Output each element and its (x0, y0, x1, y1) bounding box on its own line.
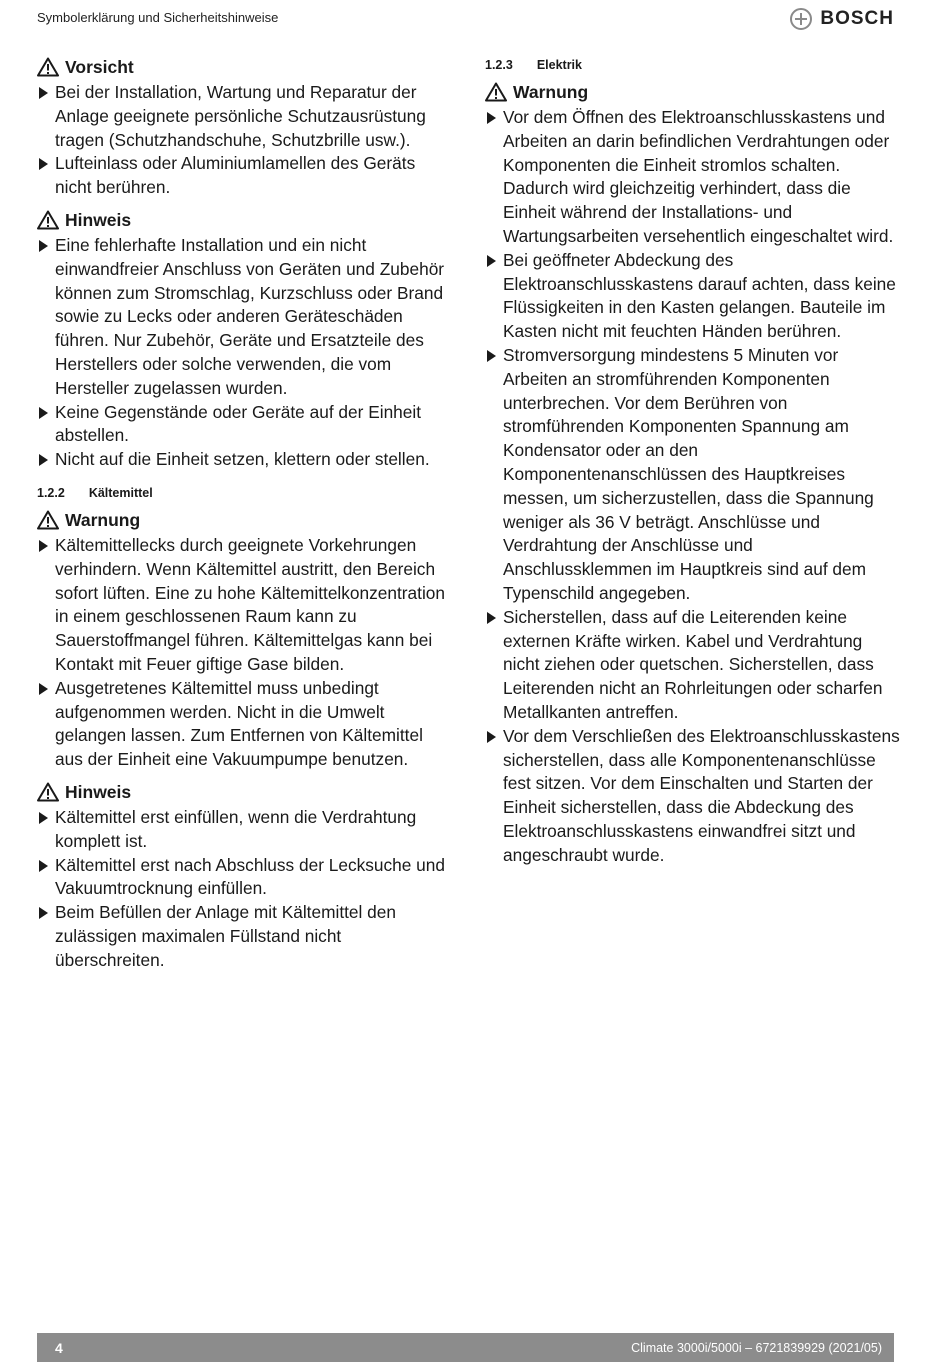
triangle-bullet-icon (39, 812, 48, 824)
list-item-text: Bei geöffneter Abdeckung des Elektroanschlusskastens darauf achten, dass keine Flüssigkeiten in den Kasten gelangen. Bauteile im Kasten nicht mit feuchten Händen berühren. (503, 249, 896, 342)
list-item-text: Beim Befüllen der Anlage mit Kältemittel den zulässigen maximalen Füllstand nicht überschreiten. (55, 902, 397, 970)
list-item-text: Bei der Installation, Wartung und Reparatur der Anlage geeignete persönliche Schutzausrüstung tragen (Schutzhandschuhe, Schutzbrille usw.). (55, 82, 426, 150)
page-header-title: Symbolerklärung und Sicherheitshinweise (37, 10, 279, 25)
list-item-text: Vor dem Verschließen des Elektroanschlusskastens sicherstellen, dass alle Komponentenanschlüsse fest sitzen. Vor dem Einschalten und Starten der Einheit sicherstellen, dass die Abdeckung des Elektroanschlusskastens einwandfrei sitzt und angeschraubt wurde. (503, 725, 900, 865)
left-column (37, 55, 452, 981)
list-item (485, 344, 900, 606)
list-item (37, 854, 452, 902)
note-title-1: Hinweis (65, 209, 132, 230)
section-heading-electrics (485, 58, 900, 72)
warning-triangle-icon (37, 782, 59, 802)
caution-list (37, 81, 452, 200)
list-item-text: Keine Gegenstände oder Geräte auf der Einheit abstellen. (55, 401, 422, 446)
list-item (37, 806, 452, 854)
document-reference: Climate 3000i/5000i – 6721839929 (2021/05) (631, 1340, 882, 1355)
list-item (37, 534, 452, 677)
section-heading-refrigerant (37, 486, 452, 500)
list-item (37, 677, 452, 772)
note-heading-1 (37, 208, 452, 232)
triangle-bullet-icon (39, 683, 48, 695)
triangle-bullet-icon (39, 540, 48, 552)
list-item-text: Ausgetretenes Kältemittel muss unbedingt aufgenommen werden. Nicht in die Umwelt gelangen lassen. Zum Entfernen von Kältemittel aus der Einheit eine Vakuumpumpe benutzen. (55, 677, 423, 770)
triangle-bullet-icon (487, 731, 496, 743)
list-item-text: Kältemittel erst einfüllen, wenn die Verdrahtung komplett ist. (55, 806, 417, 851)
list-item (37, 901, 452, 972)
section-title: Kältemittel (88, 485, 153, 500)
warning-block-electrics (485, 80, 900, 868)
list-item (37, 81, 452, 152)
right-column (485, 58, 900, 876)
caution-heading (37, 55, 452, 79)
brand-logo (790, 8, 894, 30)
section-number: 1.2.2 (37, 485, 65, 500)
warning-list-refrigerant (37, 534, 452, 772)
bosch-armature-icon (790, 8, 812, 30)
triangle-bullet-icon (39, 860, 48, 872)
note-heading-2 (37, 780, 452, 804)
list-item (37, 448, 452, 472)
warning-triangle-icon (37, 57, 59, 77)
triangle-bullet-icon (487, 112, 496, 124)
note-block-1 (37, 208, 452, 472)
triangle-bullet-icon (39, 407, 48, 419)
warning-title-refrigerant: Warnung (65, 509, 141, 530)
warning-triangle-icon (485, 82, 507, 102)
triangle-bullet-icon (487, 255, 496, 267)
triangle-bullet-icon (487, 350, 496, 362)
page-footer (37, 1333, 894, 1362)
list-item (485, 106, 900, 249)
note-block-2 (37, 780, 452, 973)
section-title: Elektrik (536, 58, 582, 72)
triangle-bullet-icon (39, 158, 48, 170)
triangle-bullet-icon (39, 240, 48, 252)
section-number: 1.2.3 (485, 58, 513, 72)
warning-triangle-icon (37, 210, 59, 230)
page-number: 4 (55, 1339, 63, 1356)
list-item-text: Sicherstellen, dass auf die Leiterenden keine externen Kräfte wirken. Kabel und Verdrahtung nicht ziehen oder quetschen. Sicherstellen, dass Leiterenden nicht an Rohrleitungen oder scharfen Metallkanten antreffen. (503, 606, 883, 722)
caution-block (37, 55, 452, 200)
list-item-text: Nicht auf die Einheit setzen, klettern oder stellen. (55, 449, 430, 470)
list-item-text: Vor dem Öffnen des Elektroanschlusskastens und Arbeiten an darin befindlichen Verdrahtungen oder Komponenten die Einheit stromlos schalten. Dadurch wird gleichzeitig verhindert, dass die Einheit während der Installations- und Wartungsarbeiten versehentlich eingeschaltet wird. (503, 107, 894, 246)
list-item (485, 606, 900, 725)
warning-heading-refrigerant (37, 508, 452, 532)
list-item-text: Lufteinlass oder Aluminiumlamellen des Geräts nicht berühren. (55, 153, 416, 198)
note-list-2 (37, 806, 452, 973)
brand-name: BOSCH (820, 8, 894, 29)
list-item (485, 725, 900, 868)
list-item-text: Stromversorgung mindestens 5 Minuten vor Arbeiten an stromführenden Komponenten unterbrechen. Vor dem Berühren von stromführenden Komponenten Spannung am Kondensator oder an den Komponentenanschlüssen des Hauptkreises messen, um sicherzustellen, dass die Spannung weniger als 36 V beträgt. Anschlüsse und Verdrahtung der Anschlüsse und Anschlussklemmen im Hauptkreis sind auf dem Typenschild angegeben. (503, 344, 874, 603)
list-item (37, 152, 452, 200)
warning-heading-electrics (485, 80, 900, 104)
warning-triangle-icon (37, 510, 59, 530)
list-item-text: Kältemittel erst nach Abschluss der Lecksuche und Vakuumtrocknung einfüllen. (55, 854, 446, 899)
triangle-bullet-icon (39, 907, 48, 919)
list-item (37, 401, 452, 449)
list-item (37, 234, 452, 401)
warning-block-refrigerant (37, 508, 452, 772)
warning-list-electrics (485, 106, 900, 868)
triangle-bullet-icon (487, 612, 496, 624)
list-item-text: Eine fehlerhafte Installation und ein nicht einwandfreier Anschluss von Geräten und Zubehör können zum Stromschlag, Kurzschluss oder Brand sowie zu Lecks oder anderen Geräteschäden führen. Nur Zubehör, Geräte und Ersatzteile des Herstellers oder solche verwenden, die vom Hersteller zugelassen wurden. (55, 234, 445, 398)
triangle-bullet-icon (39, 87, 48, 99)
caution-title: Vorsicht (65, 57, 134, 77)
warning-title-electrics: Warnung (513, 82, 589, 102)
list-item (485, 249, 900, 344)
list-item-text: Kältemittellecks durch geeignete Vorkehrungen verhindern. Wenn Kältemittel austritt, den Bereich sofort lüften. Eine zu hohe Kältemittelkonzentration in einem geschlossenen Raum kann zu Sauerstoffmangel führen. Kältemittelgas kann bei Kontakt mit Feuer giftige Gase bilden. (55, 534, 446, 674)
note-list-1 (37, 234, 452, 472)
note-title-2: Hinweis (65, 781, 132, 802)
triangle-bullet-icon (39, 454, 48, 466)
